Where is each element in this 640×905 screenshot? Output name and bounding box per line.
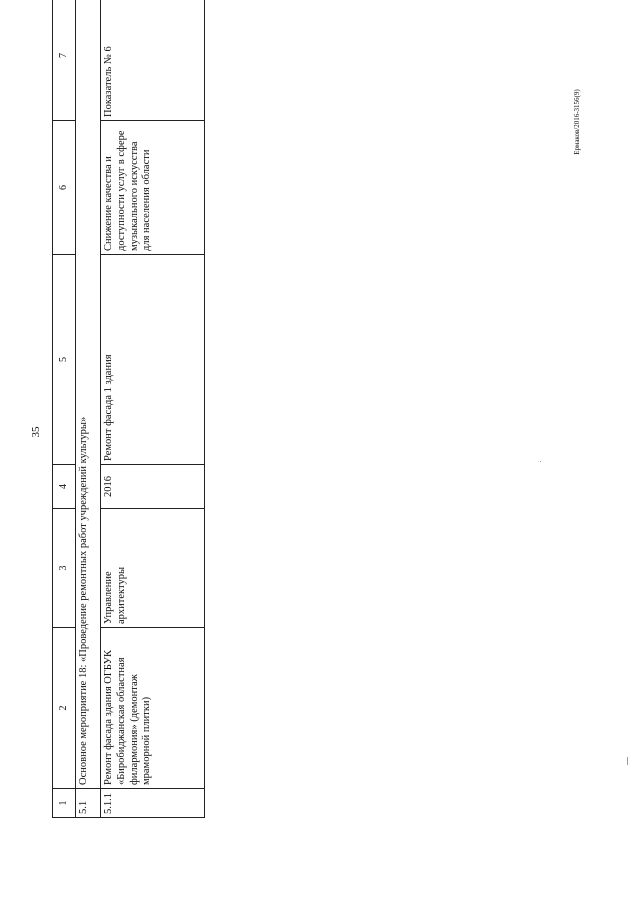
header-cell-1: 1 [53, 789, 76, 818]
header-cell-5: 5 [53, 255, 76, 465]
header-cell-4: 4 [53, 465, 76, 509]
scan-edge-mark [627, 757, 628, 765]
table-row [101, 0, 205, 818]
row-consequence: Снижение качества и доступности услуг в сфере музыкального искусства для населения области [101, 121, 205, 255]
header-cell-2: 2 [53, 628, 76, 789]
row-indicator: Показатель № 6 [101, 0, 205, 121]
program-table-container [52, 40, 205, 818]
section-title: Основное мероприятие 18: «Проведение ремонтных работ учреждений культуры» [76, 0, 101, 789]
row-year: 2016 [101, 465, 205, 509]
footer-doc-code: Ермаков/2016-3156(9) [573, 89, 581, 155]
scan-speck [540, 461, 541, 462]
page-number: 35 [30, 426, 42, 438]
row-number: 5.1.1 [101, 789, 205, 818]
section-number: 5.1 [76, 789, 101, 818]
row-result: Ремонт фасада 1 здания [101, 255, 205, 465]
header-cell-7: 7 [53, 0, 76, 121]
header-cell-6: 6 [53, 121, 76, 255]
header-cell-3: 3 [53, 509, 76, 628]
header-row [53, 0, 76, 818]
row-executor: Управление архитектуры [101, 509, 205, 628]
program-table [52, 0, 205, 818]
row-name: Ремонт фасада здания ОГБУК «Биробиджанская областная филармония» (демонтаж мраморной плитки) [101, 628, 205, 789]
section-row [76, 0, 101, 818]
